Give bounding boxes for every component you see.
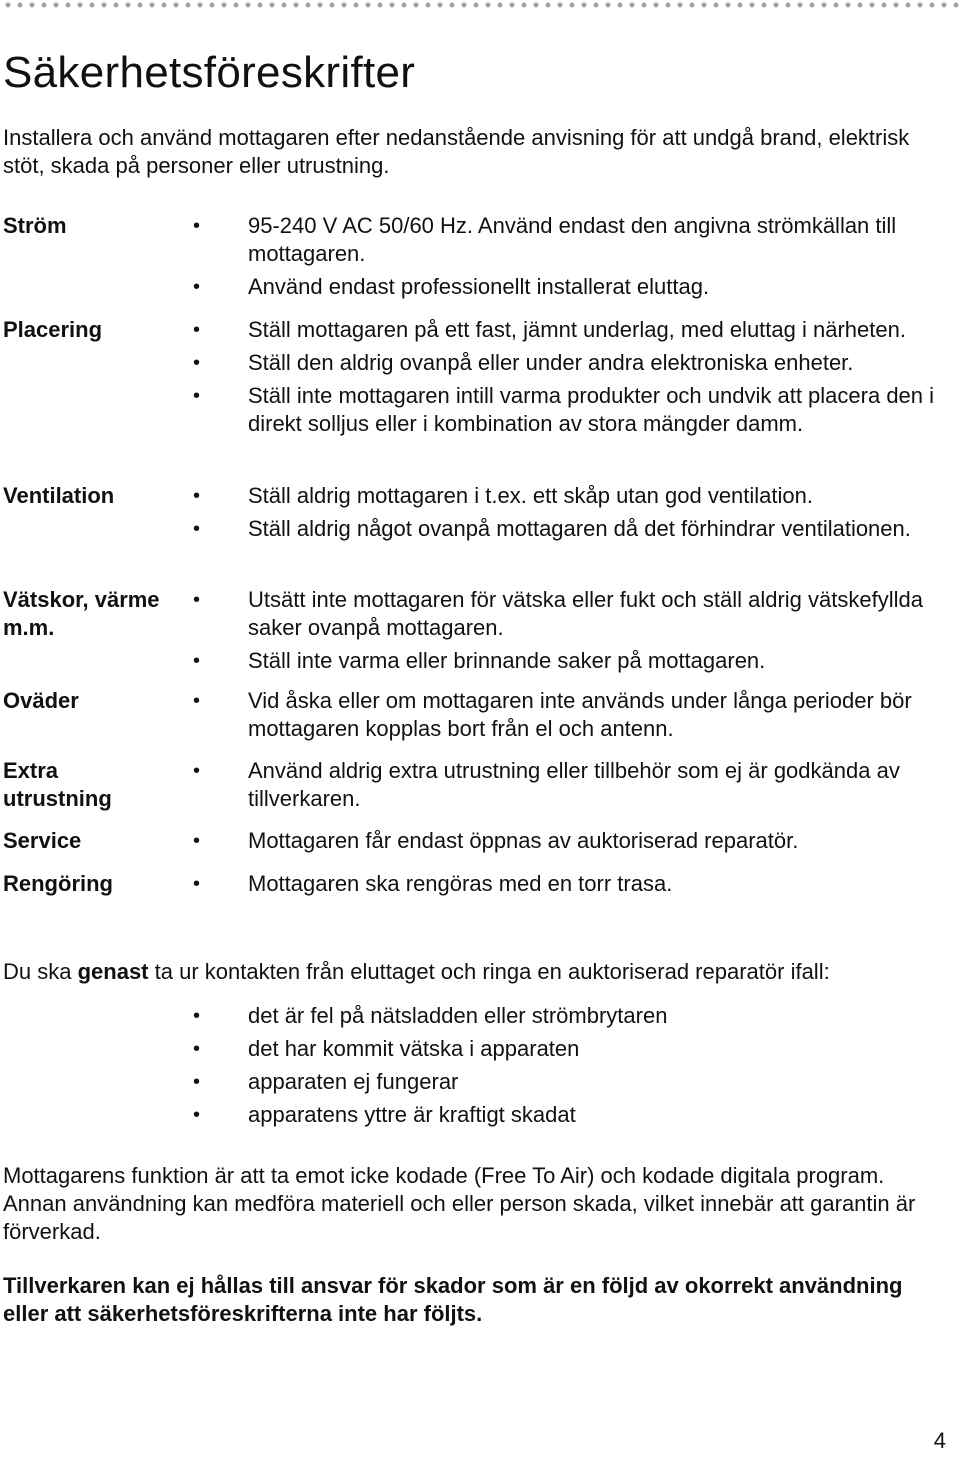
bullet-icon: • bbox=[193, 589, 201, 611]
rule-item-text: 95-240 V AC 50/60 Hz. Använd endast den angivna strömkällan till mottagaren. bbox=[248, 213, 897, 266]
liability-paragraph: Tillverkaren kan ej hållas till ansvar för skador som är en följd av okorrekt användning eller att säkerhetsföreskrifterna inte har följts. bbox=[3, 1273, 903, 1326]
rule-label: Service bbox=[3, 828, 82, 853]
rule-label: Placering bbox=[3, 317, 103, 342]
bullet-icon: • bbox=[193, 1104, 201, 1126]
rule-item bbox=[0, 647, 938, 675]
rule-item-text: Ställ mottagaren på ett fast, jämnt underlag, med eluttag i närheten. bbox=[248, 317, 906, 342]
intro-paragraph: Installera och använd mottagaren efter nedanstående anvisning för att undgå brand, elektrisk stöt, skada på personer eller utrustning. bbox=[3, 125, 910, 178]
bullet-icon: • bbox=[193, 485, 201, 507]
bullet-icon: • bbox=[193, 873, 201, 895]
bullet-icon: • bbox=[193, 1071, 201, 1093]
rule-item-text: Använd aldrig extra utrustning eller tillbehör som ej är godkända av tillverkaren. bbox=[248, 758, 900, 811]
rule-item-text: Ställ aldrig mottagaren i t.ex. ett skåp utan god ventilation. bbox=[248, 483, 813, 508]
bullet-icon: • bbox=[193, 830, 201, 852]
bullet-icon: • bbox=[193, 1005, 201, 1027]
condition-text: apparaten ej fungerar bbox=[248, 1069, 459, 1094]
rule-items bbox=[0, 687, 960, 748]
rule-item bbox=[0, 586, 938, 642]
bullet-icon: • bbox=[193, 215, 201, 237]
condition-item bbox=[0, 1101, 938, 1129]
rule-items bbox=[0, 316, 960, 443]
rule-item-text: Mottagaren ska rengöras med en torr trasa. bbox=[248, 871, 673, 896]
rule-item-text: Vid åska eller om mottagaren inte används under långa perioder bör mottagaren kopplas bort från el och antenn. bbox=[248, 688, 912, 741]
bullet-icon: • bbox=[193, 760, 201, 782]
disconnect-paragraph bbox=[3, 958, 943, 986]
bullet-icon: • bbox=[193, 385, 201, 407]
rule-label: Oväder bbox=[3, 688, 79, 713]
condition-text: det har kommit vätska i apparaten bbox=[248, 1036, 580, 1061]
rule-item bbox=[0, 382, 938, 438]
rule-items bbox=[0, 212, 960, 306]
rule-label: Vätskor, värme m.m. bbox=[3, 587, 160, 640]
rule-item bbox=[0, 687, 938, 743]
rule-item-text: Ställ aldrig något ovanpå mottagaren då det förhindrar ventilationen. bbox=[248, 516, 911, 541]
bullet-icon: • bbox=[193, 518, 201, 540]
rule-item-text: Ställ inte mottagaren intill varma produkter och undvik att placera den i direkt solljus eller i kombination av stora mängder damm. bbox=[248, 383, 935, 436]
bullet-icon: • bbox=[193, 319, 201, 341]
rule-item-text: Mottagaren får endast öppnas av auktoriserad reparatör. bbox=[248, 828, 799, 853]
rule-item bbox=[0, 482, 938, 510]
disconnect-emphasis: genast bbox=[77, 959, 149, 984]
rule-items bbox=[0, 870, 960, 903]
bullet-icon: • bbox=[193, 276, 201, 298]
bullet-icon: • bbox=[193, 1038, 201, 1060]
rule-items bbox=[0, 586, 960, 680]
rule-item bbox=[0, 349, 938, 377]
rule-label: Ström bbox=[3, 213, 67, 238]
rule-items bbox=[0, 757, 960, 818]
rule-items bbox=[0, 827, 960, 860]
rule-label: Extra utrustning bbox=[3, 758, 112, 811]
condition-item bbox=[0, 1035, 938, 1063]
page-number: 4 bbox=[933, 1428, 946, 1453]
rule-item-text: Ställ inte varma eller brinnande saker på mottagaren. bbox=[248, 648, 766, 673]
bullet-icon: • bbox=[193, 650, 201, 672]
page-title: Säkerhetsföreskrifter bbox=[3, 48, 416, 97]
rule-item bbox=[0, 212, 938, 268]
rule-item bbox=[0, 515, 938, 543]
rule-item bbox=[0, 316, 938, 344]
rule-item bbox=[0, 757, 938, 813]
rule-item bbox=[0, 827, 938, 855]
function-paragraph: Mottagarens funktion är att ta emot icke kodade (Free To Air) och kodade digitala program. Annan användning kan medföra materiell och eller person skada, vilket innebär att garantin är förverkad. bbox=[3, 1163, 916, 1244]
header-dotted-rule bbox=[0, 0, 960, 10]
rule-label: Ventilation bbox=[3, 483, 115, 508]
rule-item bbox=[0, 273, 938, 301]
disconnect-text-after: ta ur kontakten från eluttaget och ringa en auktoriserad reparatör ifall: bbox=[148, 959, 830, 984]
condition-item bbox=[0, 1068, 938, 1096]
rule-item-text: Ställ den aldrig ovanpå eller under andra elektroniska enheter. bbox=[248, 350, 854, 375]
condition-text: apparatens yttre är kraftigt skadat bbox=[248, 1102, 576, 1127]
rule-items bbox=[0, 482, 960, 548]
rule-item-text: Utsätt inte mottagaren för vätska eller fukt och ställ aldrig vätskefyllda saker ovanpå mottagaren. bbox=[248, 587, 923, 640]
disconnect-text-before: Du ska bbox=[3, 959, 78, 984]
rule-item-text: Använd endast professionellt installerat eluttag. bbox=[248, 274, 710, 299]
bullet-icon: • bbox=[193, 352, 201, 374]
bullet-icon: • bbox=[193, 690, 201, 712]
rule-label: Rengöring bbox=[3, 871, 113, 896]
condition-item bbox=[0, 1002, 938, 1030]
condition-text: det är fel på nätsladden eller strömbrytaren bbox=[248, 1003, 668, 1028]
disconnect-conditions-list bbox=[0, 1002, 960, 1134]
rule-item bbox=[0, 870, 938, 898]
